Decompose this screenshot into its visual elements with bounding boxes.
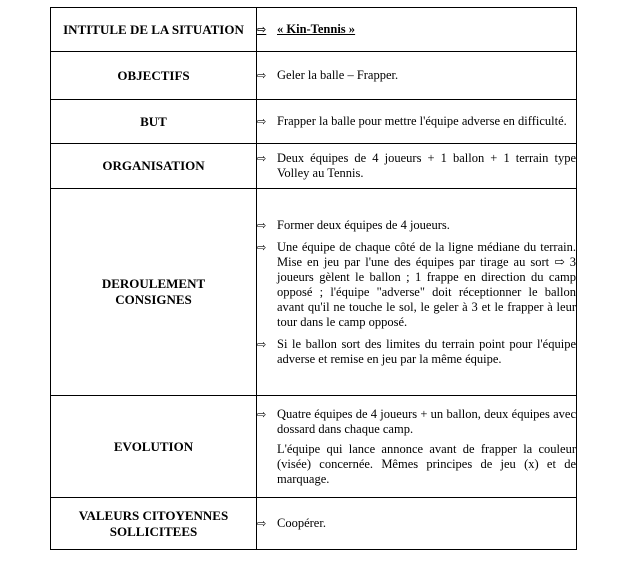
- valeurs-text: Coopérer.: [277, 516, 326, 530]
- evolution-note: L'équipe qui lance annonce avant de frapper la couleur (visée) concernée. Mêmes principes de jeu (x) et de marquage.: [277, 441, 576, 486]
- but-text: Frapper la balle pour mettre l'équipe adverse en difficulté.: [277, 114, 567, 128]
- situation-title: « Kin-Tennis »: [277, 22, 356, 36]
- organisation-text: Deux équipes de 4 joueurs + 1 ballon + 1 terrain type Volley au Tennis.: [277, 151, 576, 180]
- row-valeurs: [51, 498, 577, 550]
- row-intitule: [51, 8, 577, 52]
- label-evolution: [51, 396, 257, 498]
- content-organisation: [257, 144, 577, 189]
- arrow-icon: ⇨: [257, 240, 267, 254]
- valeurs-item: [257, 516, 576, 531]
- arrow-icon: ⇨: [257, 218, 267, 232]
- evolution-text: Quatre équipes de 4 joueurs + un ballon, deux équipes avec dossard dans chaque camp.: [277, 406, 576, 436]
- content-valeurs: [257, 498, 577, 550]
- label-but: [51, 100, 257, 144]
- content-objectifs: [257, 52, 577, 100]
- objectifs-text: Geler la balle – Frapper.: [277, 68, 399, 82]
- row-evolution: [51, 396, 577, 498]
- label-valeurs-line2: SOLLICITEES: [109, 523, 198, 539]
- label-but-text: BUT: [140, 113, 167, 129]
- label-intitule: [51, 8, 257, 52]
- label-evolution-text: EVOLUTION: [113, 438, 194, 454]
- arrow-icon: ⇨: [257, 69, 267, 82]
- label-objectifs: [51, 52, 257, 100]
- arrow-icon: ⇨: [257, 115, 267, 128]
- label-deroulement-line2: CONSIGNES: [115, 292, 192, 307]
- label-valeurs: [51, 498, 257, 550]
- situation-sheet-table: [50, 7, 577, 550]
- label-deroulement-line1: DEROULEMENT: [101, 276, 206, 291]
- content-but: [257, 100, 577, 144]
- deroulement-text-1: Former deux équipes de 4 joueurs.: [277, 217, 450, 232]
- organisation-item: [257, 151, 576, 181]
- deroulement-text-3: Si le ballon sort des limites du terrain point pour l'équipe adverse et remise en jeu par la même équipe.: [277, 336, 576, 366]
- content-evolution: [257, 396, 577, 498]
- arrow-icon: ⇨: [257, 23, 267, 36]
- row-deroulement: [51, 189, 577, 396]
- content-intitule: [257, 8, 577, 52]
- label-organisation-text: ORGANISATION: [102, 158, 205, 173]
- objectifs-item: [257, 68, 576, 83]
- row-organisation: [51, 144, 577, 189]
- label-deroulement: [51, 189, 257, 396]
- deroulement-text-2: Une équipe de chaque côté de la ligne médiane du terrain. Mise en jeu par l'une des équipes par tirage au sort ⇨ 3 joueurs gèlent le ballon ; 1 frappe en direction du camp opposé ; l'équipe "adverse" doit réceptionner le ballon avant qu'il ne touche le sol, le geler à 3 et le frapper à leur tour dans le camp opposé.: [277, 239, 576, 329]
- deroulement-item-3: [257, 337, 576, 367]
- label-valeurs-line1: VALEURS CITOYENNES: [78, 507, 229, 523]
- label-objectifs-text: OBJECTIFS: [117, 67, 190, 83]
- intitule-item: [257, 22, 576, 37]
- content-deroulement: [257, 189, 577, 396]
- but-item: [257, 114, 576, 129]
- arrow-icon: ⇨: [257, 517, 267, 530]
- row-but: [51, 100, 577, 144]
- arrow-icon: ⇨: [257, 407, 267, 421]
- row-objectifs: [51, 52, 577, 100]
- deroulement-item-2: [257, 240, 576, 330]
- arrow-icon: ⇨: [257, 337, 267, 351]
- label-intitule-text: INTITULE DE LA SITUATION: [63, 21, 244, 37]
- evolution-item: [257, 407, 576, 437]
- deroulement-item-1: [257, 218, 576, 233]
- label-organisation: [51, 144, 257, 189]
- arrow-icon: ⇨: [257, 152, 267, 165]
